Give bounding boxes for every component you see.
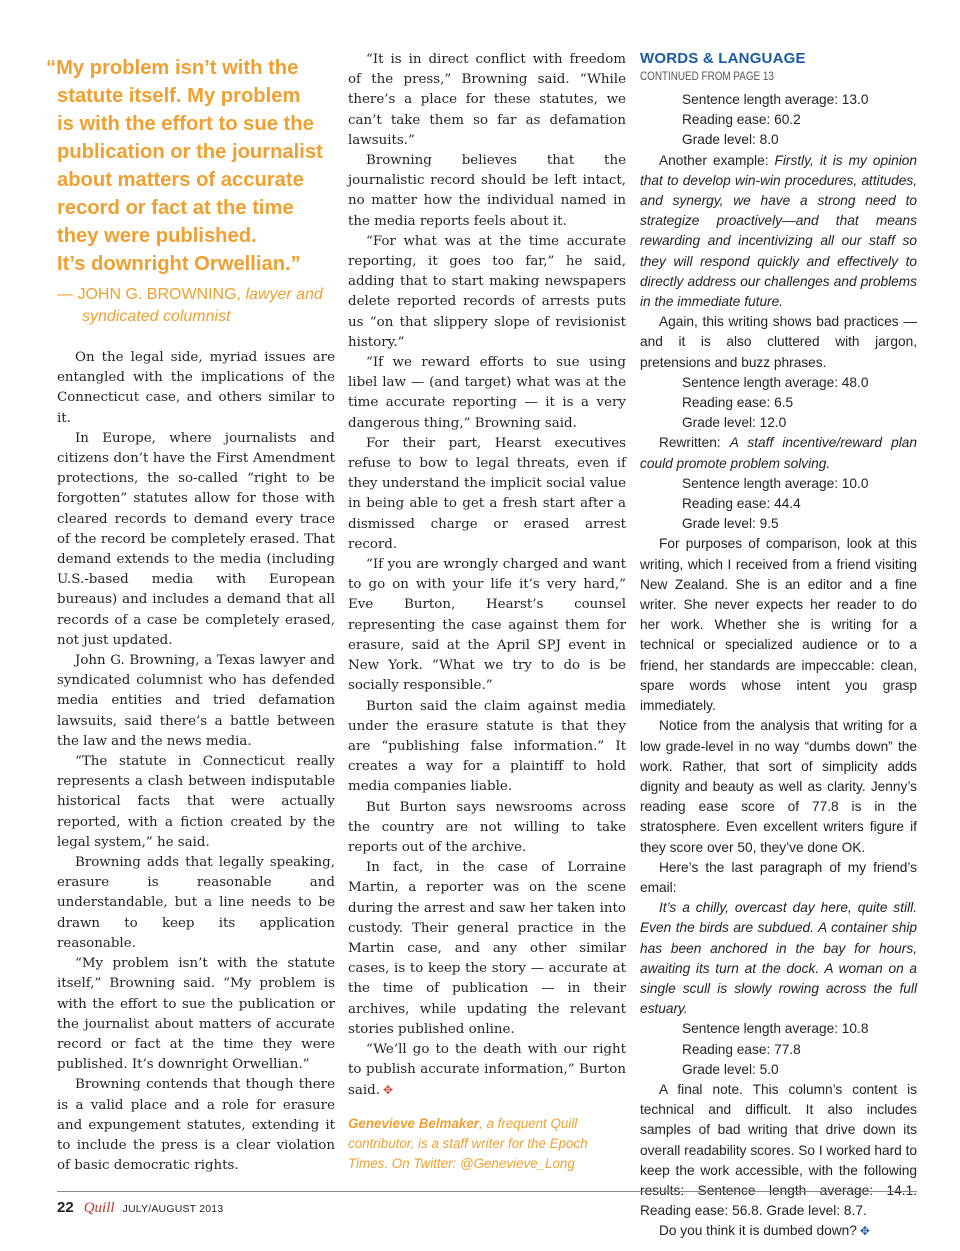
magazine-logo: Quill [83,1200,115,1216]
stat-line: Reading ease: 60.2 [682,112,801,128]
paragraph: “My problem isn’t with the statute itself,” Browning said. “My problem is with the effort to sue the publication or the journalist about matters of accurate record or fact at the time they were published. It’s downright Orwellian.” [57,956,335,1073]
paragraph: Here’s the last paragraph of my friend’s email: [640,859,917,895]
end-of-story-diamond-icon: ✥ [382,1083,394,1098]
paragraph: In fact, in the case of Lorraine Martin, a reporter was on the scene during the arrest and saw her taken into custody. Their general practice in the Martin case, and any other similar cases, is to keep the story — accurate at the time of publication — in their archives, while updating the relevant stories published online. [348,860,626,1037]
pull-quote-line: publication or the journalist [57,141,323,163]
pull-quote-line: is with the effort to sue the [57,113,314,135]
column-1 [46,50,335,1176]
stat-line: Sentence length average: 10.8 [682,1021,869,1037]
attribution-name: — JOHN G. BROWNING, [57,286,246,303]
article-body-col1 [57,348,335,1176]
paragraph: But Burton says newsrooms across the country are not willing to take reports out of the archive. [348,799,626,855]
paragraph: On the legal side, myriad issues are entangled with the implications of the Connecticut case, and others similar to it. [57,350,335,426]
paragraph: “If we reward efforts to sue using libel law — (and target) what was at the time accurate reporting — it is a very dangerous thing,” Browning said. [348,355,626,431]
pull-quote-line: statute itself. My problem [57,85,301,107]
stat-line: Reading ease: 44.4 [682,496,801,512]
stat-line: Reading ease: 6.5 [682,395,794,411]
paragraph: For their part, Hearst executives refuse to bow to legal threats, even if they understand the implicit social value in being able to get a fresh start after a dismissed charge or erased arrest record. [348,435,626,552]
article-body-col2 [348,50,626,1102]
pull-quote-attribution [57,284,335,328]
issue-date: JULY/AUGUST 2013 [122,1203,224,1215]
attribution-role-line2: syndicated columnist [82,308,231,325]
paragraph: “The statute in Connecticut really represents a clash between indisputable historical facts that were actually reported, with a fiction created by the legal system,” he said. [57,754,335,850]
paragraph [640,433,917,473]
pull-quote-line: about matters of accurate [57,169,304,191]
page-footer [57,1199,223,1217]
section-title: WORDS & LANGUAGE [640,50,806,67]
continued-from-label: CONTINUED FROM PAGE 13 [640,71,774,83]
paragraph: “For what was at the time accurate reporting, it goes too far,” he said, adding that to start making newspapers delete reported records of arrests puts us “on that slippery slope of revisionist history.” [348,233,626,350]
paragraph [640,151,917,313]
stat-line: Grade level: 9.5 [682,516,779,532]
example-text: Firstly, it is my opinion that to develop win-win procedures, attitudes, and synergy, we have a strong need to strategize proactively—and that means rewarding and incentivizing all our staff so they will respond quickly and effectively to directly address our challenges and problems in the immediate future. [640,152,918,310]
column-body [640,90,917,1242]
pull-quote-line: they were published. [57,225,257,247]
paragraph: For purposes of comparison, look at this writing, which I received from a friend visiting New Zealand. She is an editor and a fine writer. She never expects her reader to do her work. Whether she is writing for a technical or specialized audience or to a friend, her standards are impeccable: clean, spare words whose intent you grasp immediately. [640,536,917,714]
paragraph: A final note. This column’s content is technical and difficult. It also includes samples of bad writing that drive down its overall readability scores. So I worked hard to keep the work accessible, with the following results: Sentence length average: 14.1. Reading ease: 56.8. Grade level: 8.7. [640,1081,917,1219]
paragraph [640,898,917,1019]
end-of-story-diamond-icon: ✥ [859,1224,870,1239]
stat-line: Sentence length average: 10.0 [682,475,869,491]
paragraph: Again, this writing shows bad practices — and it is also cluttered with jargon, pretensions and buzz phrases. [640,314,917,370]
footer-divider [57,1191,917,1192]
column-3 [640,50,917,1242]
paragraph-final-text: “We’ll go to the death with our right to publish accurate information,” Burton said. [348,1041,626,1099]
paragraph-final [640,1221,917,1241]
stat-line: Grade level: 5.0 [682,1061,779,1077]
paragraph: Burton said the claim against media under the erasure statute is that they are “publishing false information.” It creates a way for a plaintiff to hold media companies liable. [348,698,626,795]
paragraph: Browning believes that the journalistic record should be left intact, no matter how the individual named in the media reports feels about it. [348,153,626,229]
stat-line: Sentence length average: 13.0 [682,92,869,107]
paragraph: Notice from the analysis that writing for a low grade-level in no way “dumbs down” the work. Rather, that sort of simplicity adds dignity and beauty as well as clarity. Jenny’s reading ease score of 77.8 is in the stratosphere. Even excellent writers figure if they score over 50, they’ve done OK. [640,718,917,855]
rewritten-label: Rewritten: [659,435,730,451]
rewritten-text: A staff incentive/reward plan could promote problem solving. [640,435,917,471]
author-bio: , a frequent Quill contributor, is a staff writer for the Epoch Times. On Twitter: @Genevieve_Long [348,1115,588,1172]
stat-line: Grade level: 8.0 [682,132,779,148]
paragraph: “It is in direct conflict with freedom of the press,” Browning said. “While there’s a place for these statutes, we can’t take them so far as defamation lawsuits.” [348,52,626,148]
paragraph: Browning adds that legally speaking, erasure is reasonable and understandable, but a line needs to be drawn to keep its application reasonable. [57,855,335,951]
example-intro: Another example: [659,152,775,168]
quoted-email-text: It’s a chilly, overcast day here, quite still. Even the birds are subdued. A container ship has been anchored in the bay for hours, awaiting its turn at the dock. A woman on a single scull is slowly rowing across the full estuary. [640,900,917,1017]
page-number: 22 [57,1199,74,1216]
paragraph: “If you are wrongly charged and want to go on with your life it’s very hard,” Eve Burton, Hearst’s counsel representing the case against them for erasure, said at the April SPJ event in New York. “What we try to do is be socially responsible.” [348,557,626,694]
closing-text: Do you think it is dumbed down? [659,1223,857,1239]
stat-line: Reading ease: 77.8 [682,1041,801,1057]
pull-quote-line: “My problem isn’t with the [46,57,299,79]
paragraph: Browning contends that though there is a valid place and a role for erasure and expungement statutes, extending it to include the press is a clear violation of basic democratic rights. [57,1077,335,1174]
pull-quote [46,54,335,278]
paragraph: John G. Browning, a Texas lawyer and syndicated columnist who has defended media entities and tried defamation lawsuits, said there’s a battle between the law and the news media. [57,653,335,749]
stat-line: Sentence length average: 48.0 [682,374,869,390]
column-2 [348,50,626,1174]
pull-quote-line: It’s downright Orwellian.” [57,253,301,275]
stat-line: Grade level: 12.0 [682,415,787,431]
author-name: Genevieve Belmaker [348,1115,480,1131]
paragraph-final [348,1040,626,1102]
author-byline [348,1114,626,1175]
pull-quote-line: record or fact at the time [57,197,294,219]
attribution-role: lawyer and [245,286,323,303]
paragraph: In Europe, where journalists and citizens don’t have the First Amendment protections, the so-called “right to be forgotten” statutes allow for those with cleared records to demand every trace of the record be completely erased. That demand extends to the media (including U.S.-based media with European bureaus) and includes a demand that all records of a case be completely erased, not just updated. [57,430,335,648]
